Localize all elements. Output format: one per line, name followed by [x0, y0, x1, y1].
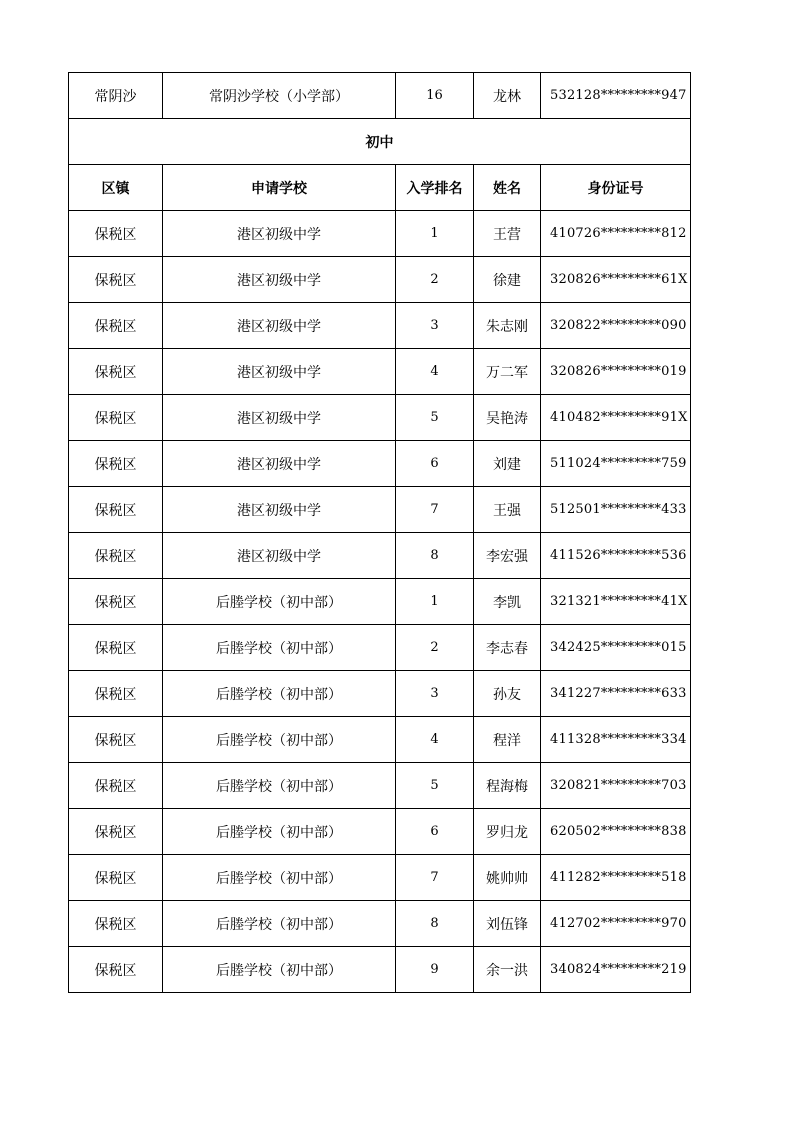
table-row	[69, 901, 691, 947]
district-cell: 保税区	[69, 855, 163, 901]
school-cell: 后塍学校（初中部）	[163, 901, 396, 947]
name-cell: 万二军	[474, 349, 541, 395]
school-cell: 后塍学校（初中部）	[163, 717, 396, 763]
rank-cell: 6	[396, 441, 474, 487]
id-number-cell: 341227*********633	[541, 671, 691, 717]
rank-cell: 1	[396, 211, 474, 257]
rank-cell: 3	[396, 671, 474, 717]
district-cell: 保税区	[69, 947, 163, 993]
district-cell: 保税区	[69, 395, 163, 441]
name-cell: 王营	[474, 211, 541, 257]
name-cell: 王强	[474, 487, 541, 533]
district-cell: 保税区	[69, 487, 163, 533]
rank-cell: 9	[396, 947, 474, 993]
name-cell: 姚帅帅	[474, 855, 541, 901]
district-cell: 保税区	[69, 717, 163, 763]
rank-cell: 1	[396, 579, 474, 625]
school-cell: 后塍学校（初中部）	[163, 625, 396, 671]
district-cell: 保税区	[69, 303, 163, 349]
enrollment-sheet	[68, 72, 690, 993]
school-cell: 港区初级中学	[163, 303, 396, 349]
name-cell: 李志春	[474, 625, 541, 671]
school-cell: 港区初级中学	[163, 533, 396, 579]
id-number-cell: 412702*********970	[541, 901, 691, 947]
district-cell: 保税区	[69, 579, 163, 625]
name-cell: 龙林	[474, 73, 541, 119]
rank-cell: 6	[396, 809, 474, 855]
district-cell: 保税区	[69, 809, 163, 855]
enrollment-table	[68, 72, 691, 993]
school-cell: 港区初级中学	[163, 257, 396, 303]
rank-cell: 5	[396, 763, 474, 809]
id-number-cell: 320826*********61X	[541, 257, 691, 303]
district-cell: 保税区	[69, 533, 163, 579]
column-header-row	[69, 165, 691, 211]
rank-cell: 2	[396, 257, 474, 303]
id-number-cell: 532128*********947	[541, 73, 691, 119]
school-cell: 后塍学校（初中部）	[163, 947, 396, 993]
rank-cell: 5	[396, 395, 474, 441]
header-rank: 入学排名	[396, 165, 474, 211]
district-cell: 保税区	[69, 625, 163, 671]
district-cell: 保税区	[69, 211, 163, 257]
id-number-cell: 320822*********090	[541, 303, 691, 349]
name-cell: 李宏强	[474, 533, 541, 579]
name-cell: 罗归龙	[474, 809, 541, 855]
name-cell: 孙友	[474, 671, 541, 717]
rank-cell: 4	[396, 349, 474, 395]
table-row	[69, 717, 691, 763]
header-name: 姓名	[474, 165, 541, 211]
name-cell: 刘伍锋	[474, 901, 541, 947]
name-cell: 刘建	[474, 441, 541, 487]
name-cell: 吴艳涛	[474, 395, 541, 441]
table-row	[69, 487, 691, 533]
table-row	[69, 855, 691, 901]
name-cell: 徐建	[474, 257, 541, 303]
school-cell: 后塍学校（初中部）	[163, 579, 396, 625]
table-row-carryover	[69, 73, 691, 119]
enrollment-table-body	[69, 73, 691, 993]
table-row	[69, 763, 691, 809]
district-cell: 保税区	[69, 441, 163, 487]
table-row	[69, 211, 691, 257]
name-cell: 程海梅	[474, 763, 541, 809]
district-cell: 常阴沙	[69, 73, 163, 119]
header-district: 区镇	[69, 165, 163, 211]
name-cell: 朱志刚	[474, 303, 541, 349]
district-cell: 保税区	[69, 763, 163, 809]
table-row	[69, 303, 691, 349]
table-row	[69, 809, 691, 855]
id-number-cell: 320821*********703	[541, 763, 691, 809]
id-number-cell: 342425*********015	[541, 625, 691, 671]
school-cell: 港区初级中学	[163, 211, 396, 257]
district-cell: 保税区	[69, 901, 163, 947]
table-row	[69, 441, 691, 487]
rank-cell: 8	[396, 901, 474, 947]
school-cell: 后塍学校（初中部）	[163, 763, 396, 809]
district-cell: 保税区	[69, 257, 163, 303]
school-cell: 港区初级中学	[163, 441, 396, 487]
id-number-cell: 320826*********019	[541, 349, 691, 395]
id-number-cell: 512501*********433	[541, 487, 691, 533]
table-row	[69, 671, 691, 717]
school-cell: 港区初级中学	[163, 395, 396, 441]
header-school: 申请学校	[163, 165, 396, 211]
id-number-cell: 511024*********759	[541, 441, 691, 487]
rank-cell: 3	[396, 303, 474, 349]
section-title: 初中	[69, 119, 691, 165]
id-number-cell: 321321*********41X	[541, 579, 691, 625]
school-cell: 港区初级中学	[163, 487, 396, 533]
rank-cell: 7	[396, 855, 474, 901]
rank-cell: 8	[396, 533, 474, 579]
district-cell: 保税区	[69, 671, 163, 717]
id-number-cell: 411328*********334	[541, 717, 691, 763]
name-cell: 程洋	[474, 717, 541, 763]
school-cell: 后塍学校（初中部）	[163, 855, 396, 901]
table-row	[69, 625, 691, 671]
id-number-cell: 340824*********219	[541, 947, 691, 993]
id-number-cell: 411526*********536	[541, 533, 691, 579]
id-number-cell: 620502*********838	[541, 809, 691, 855]
table-row	[69, 947, 691, 993]
rank-cell: 16	[396, 73, 474, 119]
id-number-cell: 410726*********812	[541, 211, 691, 257]
table-row	[69, 579, 691, 625]
table-row	[69, 533, 691, 579]
rank-cell: 4	[396, 717, 474, 763]
school-cell: 常阴沙学校（小学部）	[163, 73, 396, 119]
school-cell: 港区初级中学	[163, 349, 396, 395]
id-number-cell: 411282*********518	[541, 855, 691, 901]
id-number-cell: 410482*********91X	[541, 395, 691, 441]
table-row	[69, 349, 691, 395]
table-row	[69, 395, 691, 441]
header-id-number: 身份证号	[541, 165, 691, 211]
name-cell: 余一洪	[474, 947, 541, 993]
school-cell: 后塍学校（初中部）	[163, 671, 396, 717]
school-cell: 后塍学校（初中部）	[163, 809, 396, 855]
table-row	[69, 257, 691, 303]
rank-cell: 2	[396, 625, 474, 671]
section-heading-row	[69, 119, 691, 165]
rank-cell: 7	[396, 487, 474, 533]
district-cell: 保税区	[69, 349, 163, 395]
name-cell: 李凯	[474, 579, 541, 625]
